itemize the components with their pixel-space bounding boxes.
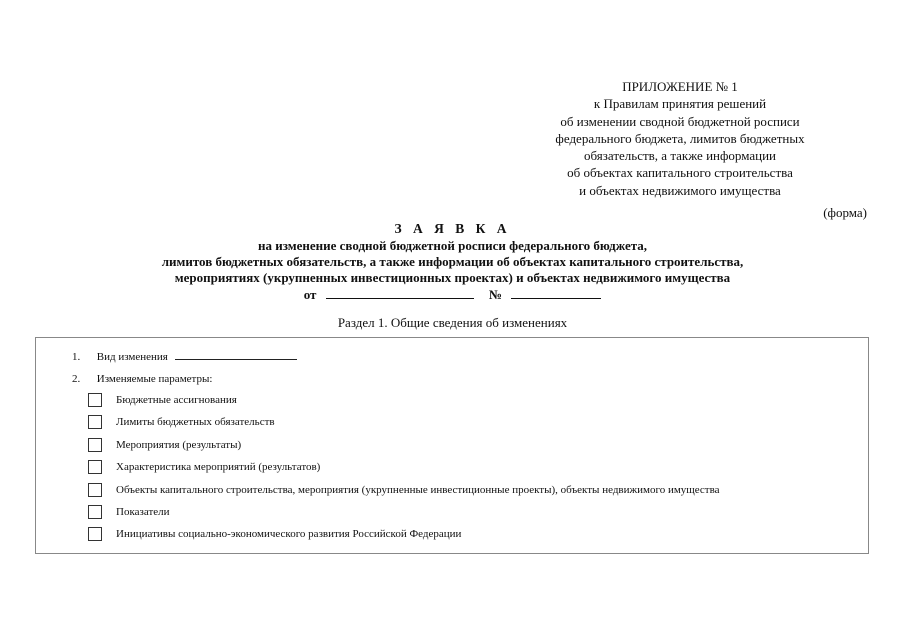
item-number: 2. bbox=[72, 373, 81, 385]
appendix-line: обязательств, а также информации bbox=[584, 148, 776, 164]
parameters-row bbox=[72, 373, 212, 385]
parameter-checkbox[interactable] bbox=[88, 483, 102, 497]
title-main: З А Я В К А bbox=[394, 221, 511, 236]
parameter-label: Показатели bbox=[116, 506, 170, 518]
appendix-line: об изменении сводной бюджетной росписи bbox=[560, 113, 800, 129]
form-mark: (форма) bbox=[823, 205, 867, 220]
number-field[interactable] bbox=[511, 286, 601, 299]
date-field[interactable] bbox=[326, 286, 474, 299]
date-number-line bbox=[0, 286, 905, 303]
number-prefix: № bbox=[488, 287, 503, 302]
parameters-label: Изменяемые параметры: bbox=[96, 373, 213, 385]
appendix-line: ПРИЛОЖЕНИЕ № 1 bbox=[622, 79, 738, 94]
parameter-label: Мероприятия (результаты) bbox=[116, 439, 242, 451]
parameter-checkbox[interactable] bbox=[88, 505, 102, 519]
general-info-box bbox=[35, 337, 869, 554]
document-title bbox=[0, 221, 905, 303]
change-type-row bbox=[72, 349, 297, 363]
title-line: лимитов бюджетных обязательств, а также информации об объектах капитального строительства, bbox=[161, 254, 744, 269]
title-line: на изменение сводной бюджетной росписи федерального бюджета, bbox=[257, 238, 648, 253]
parameter-label: Инициативы социально-экономического развития Российской Федерации bbox=[116, 528, 462, 540]
item-number: 1. bbox=[72, 351, 81, 363]
change-type-label: Вид изменения bbox=[96, 351, 168, 363]
parameter-checkbox[interactable] bbox=[88, 527, 102, 541]
title-line: мероприятиях (укрупненных инвестиционных проектах) и объектах недвижимого имущества bbox=[174, 270, 731, 285]
section-title: Раздел 1. Общие сведения об изменениях bbox=[337, 315, 568, 330]
appendix-line: об объектах капитального строительства bbox=[567, 165, 793, 181]
appendix-header bbox=[520, 78, 840, 199]
appendix-line: федерального бюджета, лимитов бюджетных bbox=[555, 130, 805, 146]
appendix-line: и объектах недвижимого имущества bbox=[579, 182, 781, 198]
parameter-label: Объекты капитального строительства, мероприятия (укрупненные инвестиционные проекты), объекты недвижимого имущества bbox=[116, 484, 720, 496]
parameter-label: Бюджетные ассигнования bbox=[116, 394, 237, 406]
parameter-checkbox[interactable] bbox=[88, 393, 102, 407]
parameter-checkbox[interactable] bbox=[88, 438, 102, 452]
parameter-checkbox[interactable] bbox=[88, 460, 102, 474]
parameter-label: Лимиты бюджетных обязательств bbox=[116, 416, 275, 428]
change-type-field[interactable] bbox=[175, 349, 297, 360]
date-prefix: от bbox=[303, 287, 317, 302]
parameter-checkbox[interactable] bbox=[88, 415, 102, 429]
appendix-line: к Правилам принятия решений bbox=[593, 96, 767, 112]
parameter-label: Характеристика мероприятий (результатов) bbox=[116, 461, 321, 473]
